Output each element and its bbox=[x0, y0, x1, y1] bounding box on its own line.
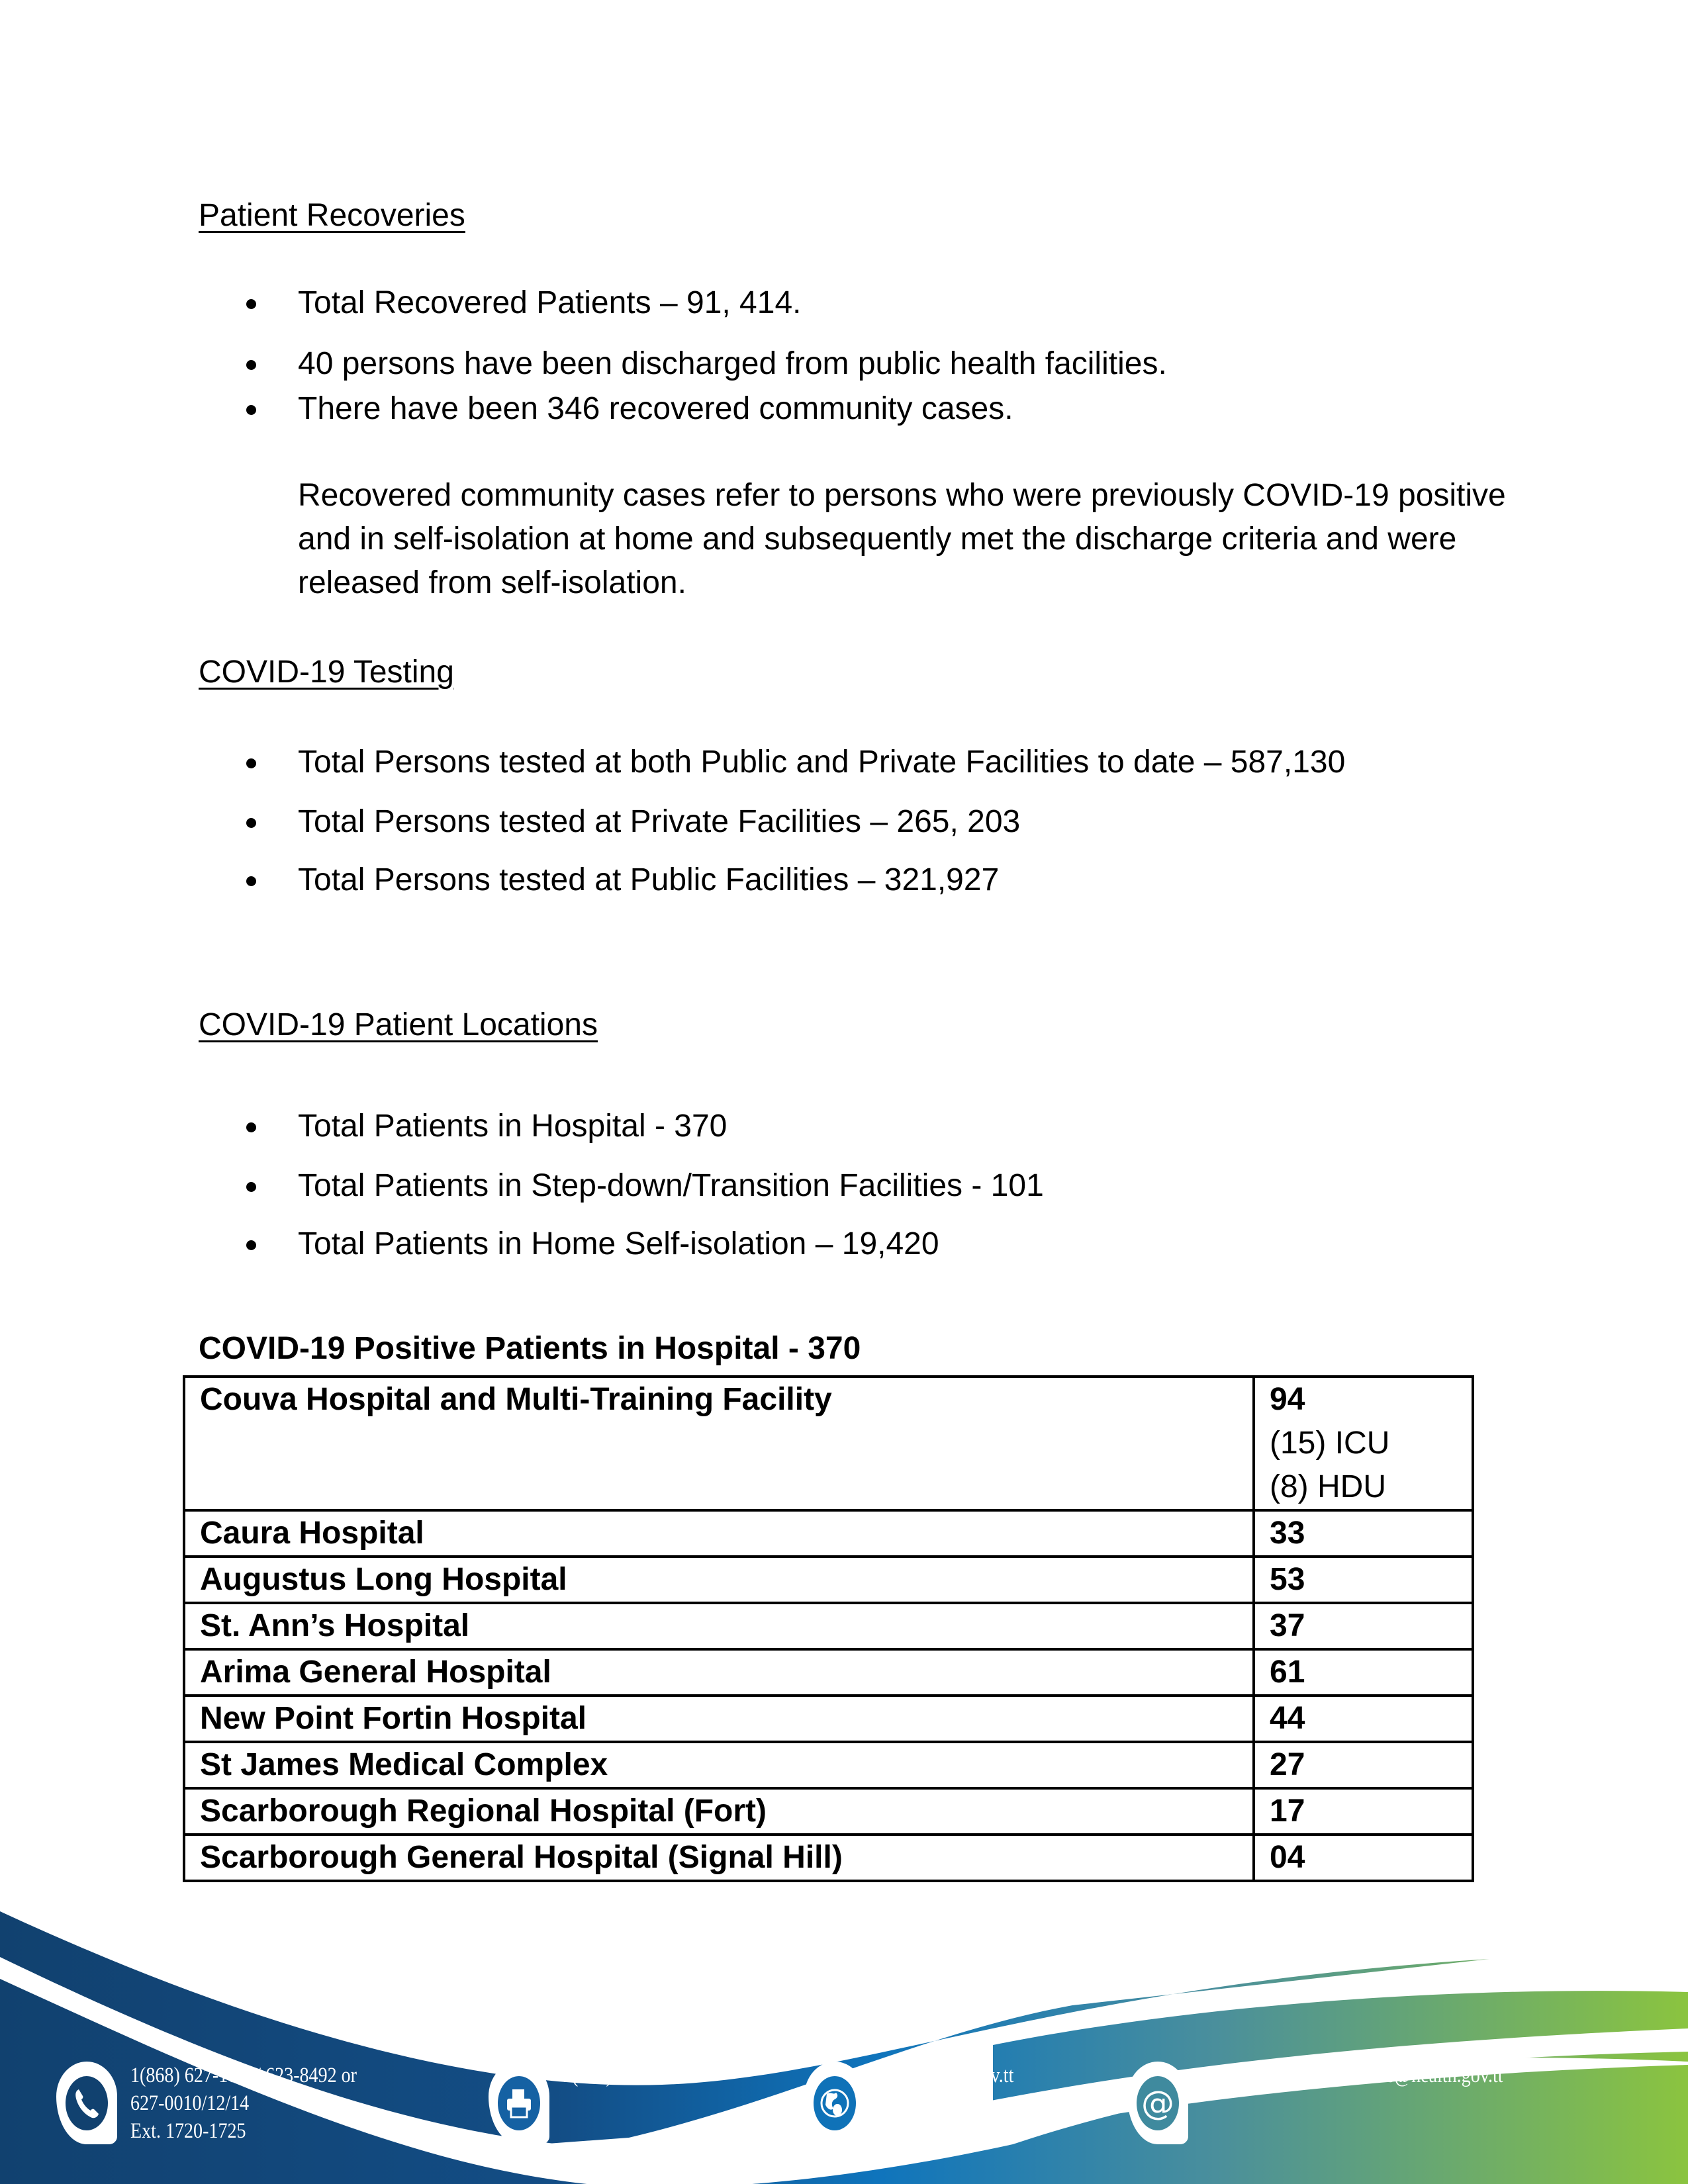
bullet-icon bbox=[246, 299, 256, 309]
website-link[interactable]: www.health.gov.tt bbox=[878, 2064, 1014, 2087]
bullet-icon bbox=[246, 405, 256, 415]
list-item-text: Total Persons tested at Private Facilities – 265, 203 bbox=[298, 804, 1021, 839]
hospital-name: Augustus Long Hospital bbox=[184, 1557, 1254, 1603]
fax-icon bbox=[489, 2062, 549, 2144]
phone-extension: Ext. 1720-1725 bbox=[130, 2119, 246, 2143]
phone-numbers bbox=[130, 2062, 357, 2145]
hospital-name: Couva Hospital and Multi-Training Facility bbox=[184, 1377, 1254, 1510]
bullet-icon bbox=[246, 1122, 256, 1132]
table-row bbox=[184, 1742, 1473, 1788]
patient-count: 33 bbox=[1270, 1516, 1305, 1551]
bullet-icon bbox=[246, 876, 256, 886]
list-item-text: Total Patients in Step-down/Transition Facilities - 101 bbox=[298, 1168, 1044, 1203]
patient-count: 17 bbox=[1270, 1794, 1305, 1829]
table-row bbox=[184, 1835, 1473, 1881]
table-row bbox=[184, 1557, 1473, 1603]
patient-count-cell bbox=[1254, 1742, 1473, 1788]
contact-email[interactable] bbox=[1127, 2062, 1556, 2144]
patient-count-cell bbox=[1254, 1696, 1473, 1742]
list-item-text: There have been 346 recovered community cases. bbox=[298, 391, 1013, 426]
contact-phone bbox=[56, 2062, 397, 2145]
bullet-icon bbox=[246, 1240, 256, 1250]
patient-count-cell bbox=[1254, 1788, 1473, 1835]
hospital-name: Scarborough Regional Hospital (Fort) bbox=[184, 1788, 1254, 1835]
patient-count-cell bbox=[1254, 1377, 1473, 1510]
recovered-community-note bbox=[298, 474, 1589, 605]
contact-fax bbox=[489, 2062, 710, 2144]
list-item-text: Total Patients in Hospital - 370 bbox=[298, 1109, 727, 1144]
patient-count: 27 bbox=[1270, 1747, 1305, 1782]
icu-count: (15) ICU bbox=[1270, 1426, 1390, 1461]
email-link[interactable]: corporatecommunications@health.gov.tt bbox=[1201, 2064, 1503, 2087]
bullet-icon bbox=[246, 758, 256, 768]
patient-count: 94 bbox=[1270, 1382, 1305, 1417]
patient-count: 53 bbox=[1270, 1562, 1305, 1597]
hospital-name: New Point Fortin Hospital bbox=[184, 1696, 1254, 1742]
page-footer bbox=[0, 1886, 1688, 2184]
table-row bbox=[184, 1696, 1473, 1742]
hdu-count: (8) HDU bbox=[1270, 1469, 1386, 1504]
patient-count: 37 bbox=[1270, 1608, 1305, 1643]
patient-count-cell bbox=[1254, 1557, 1473, 1603]
table-title: COVID-19 Positive Patients in Hospital - 370 bbox=[199, 1331, 861, 1366]
hospital-table bbox=[183, 1375, 1474, 1882]
patient-count-cell bbox=[1254, 1835, 1473, 1881]
list-item-text: Total Patients in Home Self-isolation – 19,420 bbox=[298, 1226, 939, 1261]
hospital-name: St. Ann’s Hospital bbox=[184, 1603, 1254, 1649]
contact-website[interactable] bbox=[804, 2062, 1037, 2144]
patient-count-cell bbox=[1254, 1603, 1473, 1649]
list-item-text: Total Recovered Patients – 91, 414. bbox=[298, 285, 802, 320]
table-row bbox=[184, 1377, 1473, 1510]
bullet-icon bbox=[246, 360, 256, 370]
hospital-name: Scarborough General Hospital (Signal Hill) bbox=[184, 1835, 1254, 1881]
phone-line: 1(868) 627-1047/ 623-8492 or bbox=[130, 2064, 357, 2087]
list-item-text: Total Persons tested at Public Facilities – 321,927 bbox=[298, 862, 1000, 897]
section-heading-patient-recoveries: Patient Recoveries bbox=[199, 198, 465, 233]
note-line: Recovered community cases refer to persons who were previously COVID-19 positive bbox=[298, 478, 1506, 513]
at-icon: @ bbox=[1127, 2062, 1188, 2144]
hospital-name: Caura Hospital bbox=[184, 1510, 1254, 1557]
phone-icon bbox=[56, 2062, 117, 2144]
hospital-name: St James Medical Complex bbox=[184, 1742, 1254, 1788]
fax-number: 1(868) 627-1047 bbox=[563, 2064, 688, 2087]
list-item-text: Total Persons tested at both Public and Private Facilities to date – 587,130 bbox=[298, 745, 1346, 780]
bullet-icon bbox=[246, 1182, 256, 1192]
patient-count-cell bbox=[1254, 1649, 1473, 1696]
hospital-name: Arima General Hospital bbox=[184, 1649, 1254, 1696]
section-heading-covid-testing: COVID-19 Testing bbox=[199, 655, 454, 690]
patient-count: 61 bbox=[1270, 1655, 1305, 1690]
bullet-icon bbox=[246, 818, 256, 828]
section-heading-patient-locations: COVID-19 Patient Locations bbox=[199, 1007, 598, 1042]
list-item-text: 40 persons have been discharged from public health facilities. bbox=[298, 346, 1167, 381]
note-line: and in self-isolation at home and subsequently met the discharge criteria and were bbox=[298, 522, 1457, 557]
patient-count-cell bbox=[1254, 1510, 1473, 1557]
globe-icon bbox=[804, 2062, 865, 2144]
note-line: released from self-isolation. bbox=[298, 565, 686, 600]
patient-count: 44 bbox=[1270, 1701, 1305, 1736]
table-row bbox=[184, 1510, 1473, 1557]
patient-count: 04 bbox=[1270, 1840, 1305, 1875]
table-row bbox=[184, 1788, 1473, 1835]
phone-line: 627-0010/12/14 bbox=[130, 2091, 250, 2115]
table-row bbox=[184, 1649, 1473, 1696]
table-row bbox=[184, 1603, 1473, 1649]
